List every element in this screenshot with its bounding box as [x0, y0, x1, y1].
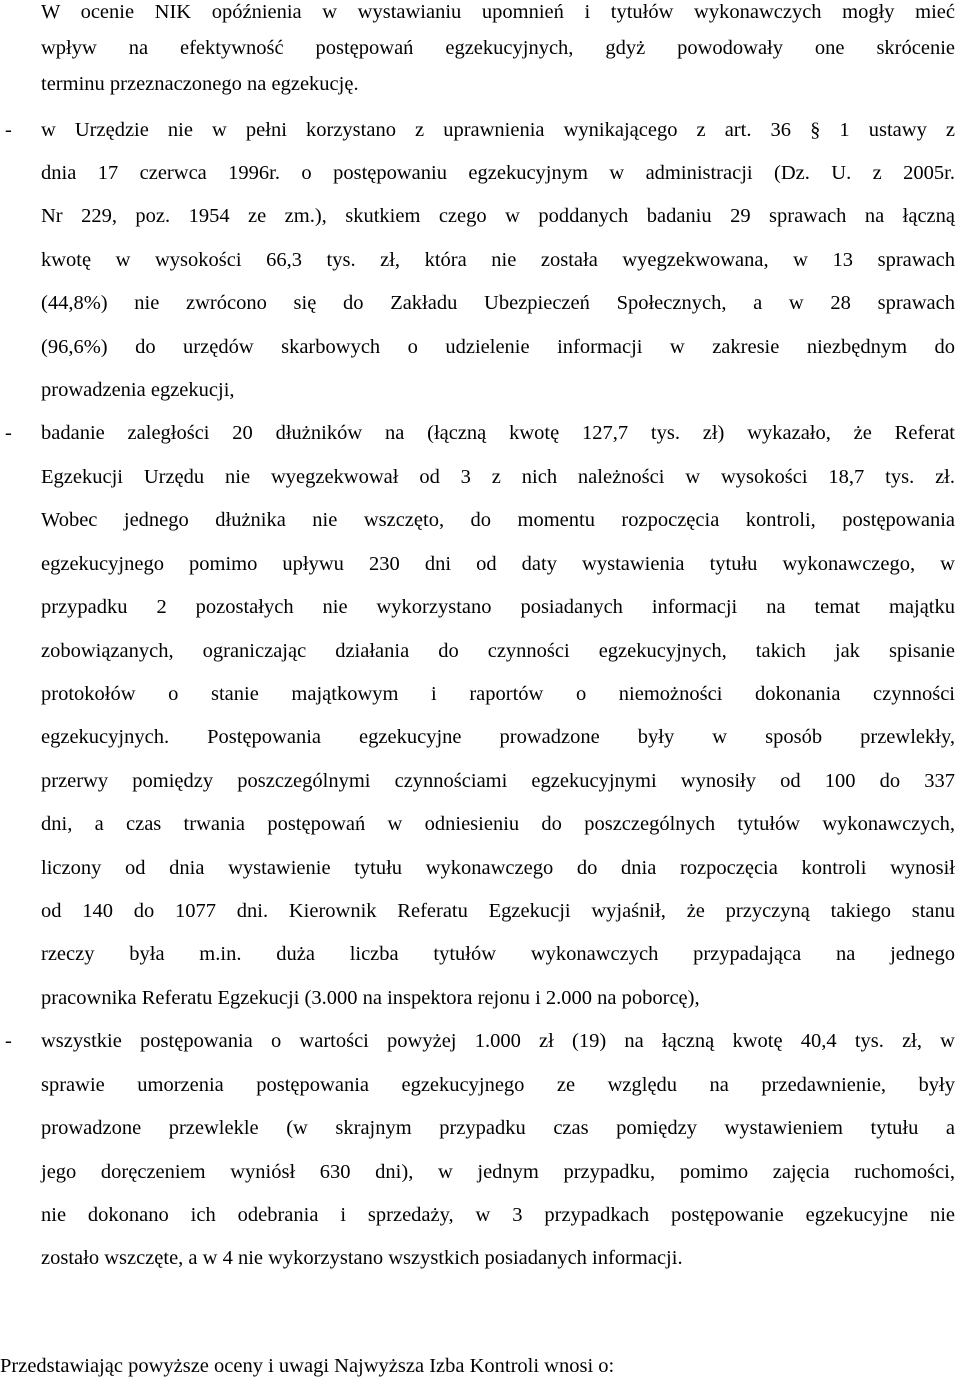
text-line: W ocenie NIK opóźnienia w wystawianiu upomnień i tytułów wykonawczych mogły mieć [41, 1, 955, 23]
text-line: od 140 do 1077 dni. Kierownik Referatu Egzekucji wyjaśnił, że przyczyną takiego stanu [41, 900, 955, 922]
text-line: egzekucyjnego pomimo upływu 230 dni od daty wystawienia tytułu wykonawczego, w [41, 553, 955, 575]
bullet-dash: - [5, 1030, 12, 1052]
bullet-dash: - [5, 422, 12, 444]
text-line: rzeczy była m.in. duża liczba tytułów wykonawczych przypadająca na jednego [41, 943, 955, 965]
text-line: nie dokonano ich odebrania i sprzedaży, w 3 przypadkach postępowanie egzekucyjne nie [41, 1204, 955, 1226]
text-line: liczony od dnia wystawienie tytułu wykonawczego do dnia rozpoczęcia kontroli wynosił [41, 857, 955, 879]
text-line: dnia 17 czerwca 1996r. o postępowaniu egzekucyjnym w administracji (Dz. U. z 2005r. [41, 162, 955, 184]
text-line: wpływ na efektywność postępowań egzekucyjnych, gdyż powodowały one skrócenie [41, 37, 955, 59]
bullet-dash: - [5, 119, 12, 141]
text-line: prowadzenia egzekucji, [41, 379, 235, 401]
text-line: terminu przeznaczonego na egzekucję. [41, 73, 359, 95]
text-line: protokołów o stanie majątkowym i raportów o niemożności dokonania czynności [41, 683, 955, 705]
text-line: Nr 229, poz. 1954 ze zm.), skutkiem czego w poddanych badaniu 29 sprawach na łączną [41, 205, 955, 227]
text-line: Wobec jednego dłużnika nie wszczęto, do momentu rozpoczęcia kontroli, postępowania [41, 509, 955, 531]
closing-paragraph: Przedstawiając powyższe oceny i uwagi Najwyższa Izba Kontroli wnosi o: [0, 1355, 615, 1377]
text-line: zostało wszczęte, a w 4 nie wykorzystano wszystkich posiadanych informacji. [41, 1247, 683, 1269]
text-line: Egzekucji Urzędu nie wyegzekwował od 3 z nich należności w wysokości 18,7 tys. zł. [41, 466, 955, 488]
text-line: egzekucyjnych. Postępowania egzekucyjne prowadzone były w sposób przewlekły, [41, 726, 955, 748]
text-line: (44,8%) nie zwrócono się do Zakładu Ubezpieczeń Społecznych, a w 28 sprawach [41, 292, 955, 314]
text-line: jego doręczeniem wyniósł 630 dni), w jednym przypadku, pomimo zajęcia ruchomości, [41, 1161, 955, 1183]
text-line: (96,6%) do urzędów skarbowych o udzielenie informacji w zakresie niezbędnym do [41, 336, 955, 358]
text-line: kwotę w wysokości 66,3 tys. zł, która nie została wyegzekwowana, w 13 sprawach [41, 249, 955, 271]
text-line: przypadku 2 pozostałych nie wykorzystano posiadanych informacji na temat majątku [41, 596, 955, 618]
text-line: sprawie umorzenia postępowania egzekucyjnego ze względu na przedawnienie, były [41, 1074, 955, 1096]
text-line: dni, a czas trwania postępowań w odniesieniu do poszczególnych tytułów wykonawczych, [41, 813, 955, 835]
text-line: prowadzone przewlekle (w skrajnym przypadku czas pomiędzy wystawieniem tytułu a [41, 1117, 955, 1139]
text-line: zobowiązanych, ograniczając działania do czynności egzekucyjnych, takich jak spisanie [41, 640, 955, 662]
text-line: wszystkie postępowania o wartości powyżej 1.000 zł (19) na łączną kwotę 40,4 tys. zł, w [41, 1030, 955, 1052]
text-line: badanie zaległości 20 dłużników na (łączną kwotę 127,7 tys. zł) wykazało, że Referat [41, 422, 955, 444]
text-line: pracownika Referatu Egzekucji (3.000 na inspektora rejonu i 2.000 na poborcę), [41, 987, 700, 1009]
text-line: w Urzędzie nie w pełni korzystano z uprawnienia wynikającego z art. 36 § 1 ustawy z [41, 119, 955, 141]
text-line: przerwy pomiędzy poszczególnymi czynnościami egzekucyjnymi wynosiły od 100 do 337 [41, 770, 955, 792]
